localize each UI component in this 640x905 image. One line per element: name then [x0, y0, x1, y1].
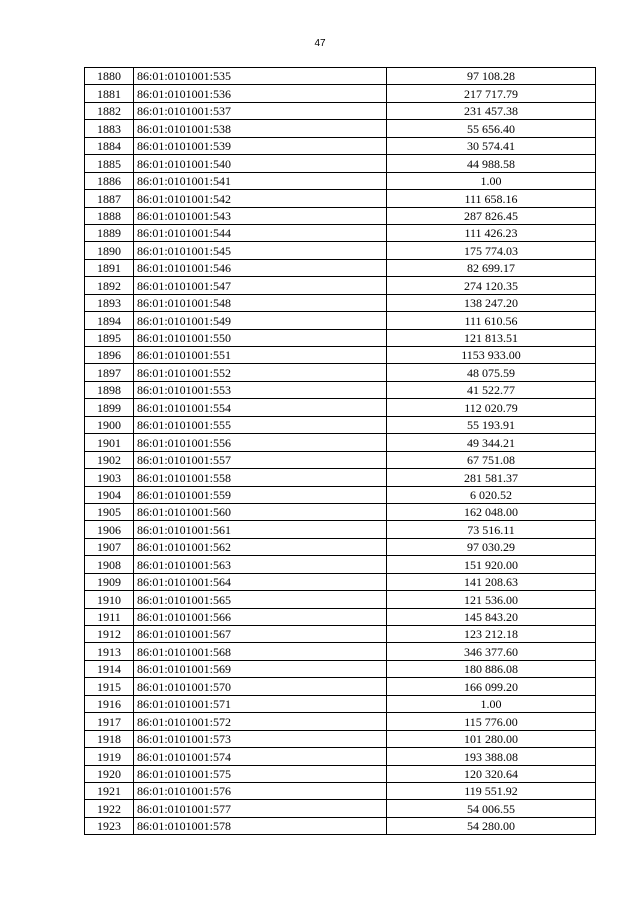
- cadastral-value: 121 813.51: [387, 329, 596, 346]
- cadastral-number: 86:01:0101001:559: [134, 486, 387, 503]
- table-row: [85, 224, 596, 241]
- cadastral-number: 86:01:0101001:538: [134, 120, 387, 137]
- table-row: [85, 678, 596, 695]
- table-row: [85, 591, 596, 608]
- row-number: 1914: [85, 660, 134, 677]
- cadastral-value: 111 610.56: [387, 312, 596, 329]
- cadastral-value: 115 776.00: [387, 713, 596, 730]
- cadastral-number: 86:01:0101001:570: [134, 678, 387, 695]
- table-row: [85, 451, 596, 468]
- table-row: [85, 277, 596, 294]
- cadastral-number: 86:01:0101001:540: [134, 155, 387, 172]
- cadastral-value: 44 988.58: [387, 155, 596, 172]
- cadastral-number: 86:01:0101001:560: [134, 503, 387, 520]
- table-row: [85, 207, 596, 224]
- row-number: 1885: [85, 155, 134, 172]
- row-number: 1923: [85, 817, 134, 834]
- table-row: [85, 800, 596, 817]
- table-row: [85, 120, 596, 137]
- cadastral-number: 86:01:0101001:568: [134, 643, 387, 660]
- row-number: 1895: [85, 329, 134, 346]
- cadastral-number: 86:01:0101001:567: [134, 626, 387, 643]
- cadastral-number: 86:01:0101001:537: [134, 102, 387, 119]
- cadastral-number: 86:01:0101001:562: [134, 538, 387, 555]
- cadastral-number: 86:01:0101001:574: [134, 748, 387, 765]
- cadastral-number: 86:01:0101001:536: [134, 85, 387, 102]
- table-row: [85, 608, 596, 625]
- table-row: [85, 556, 596, 573]
- table-row: [85, 329, 596, 346]
- table-row: [85, 782, 596, 799]
- row-number: 1900: [85, 416, 134, 433]
- cadastral-value: 151 920.00: [387, 556, 596, 573]
- table-row: [85, 626, 596, 643]
- row-number: 1921: [85, 782, 134, 799]
- cadastral-number: 86:01:0101001:557: [134, 451, 387, 468]
- table-row: [85, 102, 596, 119]
- row-number: 1915: [85, 678, 134, 695]
- cadastral-number: 86:01:0101001:551: [134, 347, 387, 364]
- row-number: 1888: [85, 207, 134, 224]
- cadastral-number: 86:01:0101001:552: [134, 364, 387, 381]
- row-number: 1881: [85, 85, 134, 102]
- row-number: 1905: [85, 503, 134, 520]
- cadastral-value: 231 457.38: [387, 102, 596, 119]
- cadastral-value: 49 344.21: [387, 434, 596, 451]
- table-row: [85, 643, 596, 660]
- row-number: 1892: [85, 277, 134, 294]
- cadastral-value: 73 516.11: [387, 521, 596, 538]
- row-number: 1903: [85, 469, 134, 486]
- row-number: 1916: [85, 695, 134, 712]
- table-row: [85, 765, 596, 782]
- cadastral-value: 281 581.37: [387, 469, 596, 486]
- cadastral-value: 120 320.64: [387, 765, 596, 782]
- table-row: [85, 172, 596, 189]
- cadastral-value: 55 656.40: [387, 120, 596, 137]
- row-number: 1917: [85, 713, 134, 730]
- cadastral-number: 86:01:0101001:544: [134, 224, 387, 241]
- cadastral-number: 86:01:0101001:539: [134, 137, 387, 154]
- cadastral-number: 86:01:0101001:569: [134, 660, 387, 677]
- cadastral-number: 86:01:0101001:554: [134, 399, 387, 416]
- cadastral-value: 217 717.79: [387, 85, 596, 102]
- cadastral-number: 86:01:0101001:545: [134, 242, 387, 259]
- cadastral-value-table: [84, 67, 596, 835]
- cadastral-value: 41 522.77: [387, 381, 596, 398]
- cadastral-number: 86:01:0101001:550: [134, 329, 387, 346]
- cadastral-value: 193 388.08: [387, 748, 596, 765]
- table-row: [85, 695, 596, 712]
- table-row: [85, 730, 596, 747]
- table-row: [85, 713, 596, 730]
- row-number: 1899: [85, 399, 134, 416]
- row-number: 1907: [85, 538, 134, 555]
- table-row: [85, 312, 596, 329]
- cadastral-number: 86:01:0101001:573: [134, 730, 387, 747]
- row-number: 1909: [85, 573, 134, 590]
- cadastral-value: 101 280.00: [387, 730, 596, 747]
- cadastral-value: 54 006.55: [387, 800, 596, 817]
- cadastral-value: 166 099.20: [387, 678, 596, 695]
- row-number: 1882: [85, 102, 134, 119]
- row-number: 1911: [85, 608, 134, 625]
- table-row: [85, 381, 596, 398]
- cadastral-number: 86:01:0101001:543: [134, 207, 387, 224]
- row-number: 1920: [85, 765, 134, 782]
- cadastral-number: 86:01:0101001:555: [134, 416, 387, 433]
- row-number: 1904: [85, 486, 134, 503]
- cadastral-number: 86:01:0101001:547: [134, 277, 387, 294]
- cadastral-value: 274 120.35: [387, 277, 596, 294]
- table-row: [85, 137, 596, 154]
- cadastral-value: 30 574.41: [387, 137, 596, 154]
- table-row: [85, 259, 596, 276]
- table-row: [85, 347, 596, 364]
- cadastral-number: 86:01:0101001:542: [134, 190, 387, 207]
- row-number: 1886: [85, 172, 134, 189]
- cadastral-number: 86:01:0101001:548: [134, 294, 387, 311]
- cadastral-value: 97 108.28: [387, 68, 596, 85]
- row-number: 1897: [85, 364, 134, 381]
- table-row: [85, 660, 596, 677]
- row-number: 1912: [85, 626, 134, 643]
- row-number: 1913: [85, 643, 134, 660]
- cadastral-value: 82 699.17: [387, 259, 596, 276]
- cadastral-value: 175 774.03: [387, 242, 596, 259]
- cadastral-value: 48 075.59: [387, 364, 596, 381]
- cadastral-value: 111 426.23: [387, 224, 596, 241]
- cadastral-number: 86:01:0101001:565: [134, 591, 387, 608]
- cadastral-number: 86:01:0101001:541: [134, 172, 387, 189]
- table-row: [85, 434, 596, 451]
- cadastral-number: 86:01:0101001:563: [134, 556, 387, 573]
- row-number: 1884: [85, 137, 134, 154]
- table-row: [85, 538, 596, 555]
- row-number: 1887: [85, 190, 134, 207]
- cadastral-value: 346 377.60: [387, 643, 596, 660]
- table-row: [85, 155, 596, 172]
- cadastral-number: 86:01:0101001:561: [134, 521, 387, 538]
- table-row: [85, 416, 596, 433]
- cadastral-number: 86:01:0101001:546: [134, 259, 387, 276]
- page-number: 47: [314, 38, 326, 49]
- cadastral-value: 54 280.00: [387, 817, 596, 834]
- cadastral-value: 1.00: [387, 172, 596, 189]
- cadastral-value: 55 193.91: [387, 416, 596, 433]
- cadastral-number: 86:01:0101001:571: [134, 695, 387, 712]
- table-row: [85, 399, 596, 416]
- table-row: [85, 242, 596, 259]
- cadastral-value: 180 886.08: [387, 660, 596, 677]
- cadastral-value: 111 658.16: [387, 190, 596, 207]
- row-number: 1889: [85, 224, 134, 241]
- cadastral-number: 86:01:0101001:576: [134, 782, 387, 799]
- cadastral-value: 123 212.18: [387, 626, 596, 643]
- cadastral-number: 86:01:0101001:578: [134, 817, 387, 834]
- cadastral-number: 86:01:0101001:577: [134, 800, 387, 817]
- row-number: 1902: [85, 451, 134, 468]
- cadastral-value: 112 020.79: [387, 399, 596, 416]
- table-row: [85, 817, 596, 834]
- cadastral-value: 1153 933.00: [387, 347, 596, 364]
- row-number: 1883: [85, 120, 134, 137]
- table-row: [85, 469, 596, 486]
- row-number: 1890: [85, 242, 134, 259]
- row-number: 1906: [85, 521, 134, 538]
- cadastral-value: 287 826.45: [387, 207, 596, 224]
- cadastral-value: 162 048.00: [387, 503, 596, 520]
- cadastral-value: 121 536.00: [387, 591, 596, 608]
- cadastral-number: 86:01:0101001:553: [134, 381, 387, 398]
- row-number: 1922: [85, 800, 134, 817]
- row-number: 1896: [85, 347, 134, 364]
- table-row: [85, 748, 596, 765]
- table-row: [85, 521, 596, 538]
- row-number: 1918: [85, 730, 134, 747]
- cadastral-value: 119 551.92: [387, 782, 596, 799]
- cadastral-value: 97 030.29: [387, 538, 596, 555]
- cadastral-number: 86:01:0101001:549: [134, 312, 387, 329]
- table-row: [85, 503, 596, 520]
- table-row: [85, 294, 596, 311]
- cadastral-number: 86:01:0101001:566: [134, 608, 387, 625]
- table-row: [85, 364, 596, 381]
- table-row: [85, 573, 596, 590]
- table-row: [85, 68, 596, 85]
- cadastral-value: 1.00: [387, 695, 596, 712]
- row-number: 1893: [85, 294, 134, 311]
- cadastral-value: 67 751.08: [387, 451, 596, 468]
- table-row: [85, 190, 596, 207]
- row-number: 1894: [85, 312, 134, 329]
- cadastral-value: 6 020.52: [387, 486, 596, 503]
- cadastral-number: 86:01:0101001:535: [134, 68, 387, 85]
- cadastral-number: 86:01:0101001:558: [134, 469, 387, 486]
- table-row: [85, 85, 596, 102]
- cadastral-value: 145 843.20: [387, 608, 596, 625]
- table-body: [85, 68, 596, 835]
- cadastral-value: 141 208.63: [387, 573, 596, 590]
- table-row: [85, 486, 596, 503]
- row-number: 1908: [85, 556, 134, 573]
- row-number: 1901: [85, 434, 134, 451]
- row-number: 1919: [85, 748, 134, 765]
- row-number: 1898: [85, 381, 134, 398]
- cadastral-number: 86:01:0101001:572: [134, 713, 387, 730]
- cadastral-number: 86:01:0101001:564: [134, 573, 387, 590]
- row-number: 1891: [85, 259, 134, 276]
- row-number: 1880: [85, 68, 134, 85]
- cadastral-number: 86:01:0101001:556: [134, 434, 387, 451]
- cadastral-value: 138 247.20: [387, 294, 596, 311]
- row-number: 1910: [85, 591, 134, 608]
- cadastral-number: 86:01:0101001:575: [134, 765, 387, 782]
